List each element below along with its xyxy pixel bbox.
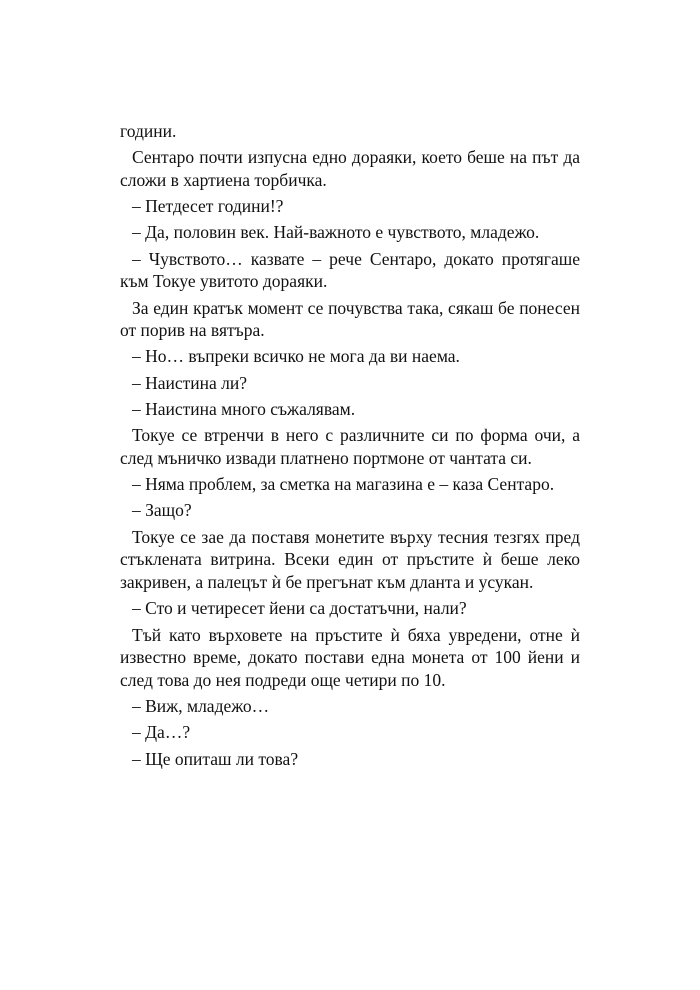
book-page [120,120,580,774]
dialogue-line: – Наистина много съжалявам. [132,399,356,420]
dialogue-line: – Петдесет години!? [132,196,284,217]
dialogue-line: – Да…? [132,722,191,743]
dialogue-line: – Защо? [132,500,192,521]
paragraph: Сентаро почти изпусна едно дораяки, което беше на път да сложи в хартиена торбичка. [120,147,580,190]
paragraph: Тъй като върховете на пръстите ѝ бяха увредени, отне ѝ известно време, докато постави една монета от 100 йени и след това до нея подреди още четири по 10. [120,624,580,690]
dialogue-line: – Ще опиташ ли това? [132,748,299,769]
paragraph: За един кратък момент се почувства така, сякаш бе понесен от порив на вятъра. [120,297,580,341]
dialogue-line: – Няма проблем, за сметка на магазина е – каза Сентаро. [132,474,555,495]
dialogue-line: – Но… въпреки всичко не мога да ви наема. [132,346,460,367]
paragraph: години. [120,121,177,141]
dialogue-line: – Сто и четиресет йени са достатъчни, нали? [132,598,467,619]
paragraph: Токуе се зае да поставя монетите върху тесния тезгях пред стъклената витрина. Всеки един от пръстите ѝ беше леко закривен, а палецът ѝ бе прегънат към дланта и усукан. [120,526,580,592]
dialogue-line: – Чувството… казвате – рече Сентаро, докато протягаше към Токуе увитото дораяки. [120,248,580,292]
dialogue-line: – Да, половин век. Най-важното е чувството, младежо. [132,222,540,243]
dialogue-line: – Виж, младежо… [132,695,270,716]
dialogue-line: – Наистина ли? [132,372,248,393]
paragraph: Токуе се втренчи в него с различните си по форма очи, а след мъничко извади платнено портмоне от чантата си. [120,425,580,468]
